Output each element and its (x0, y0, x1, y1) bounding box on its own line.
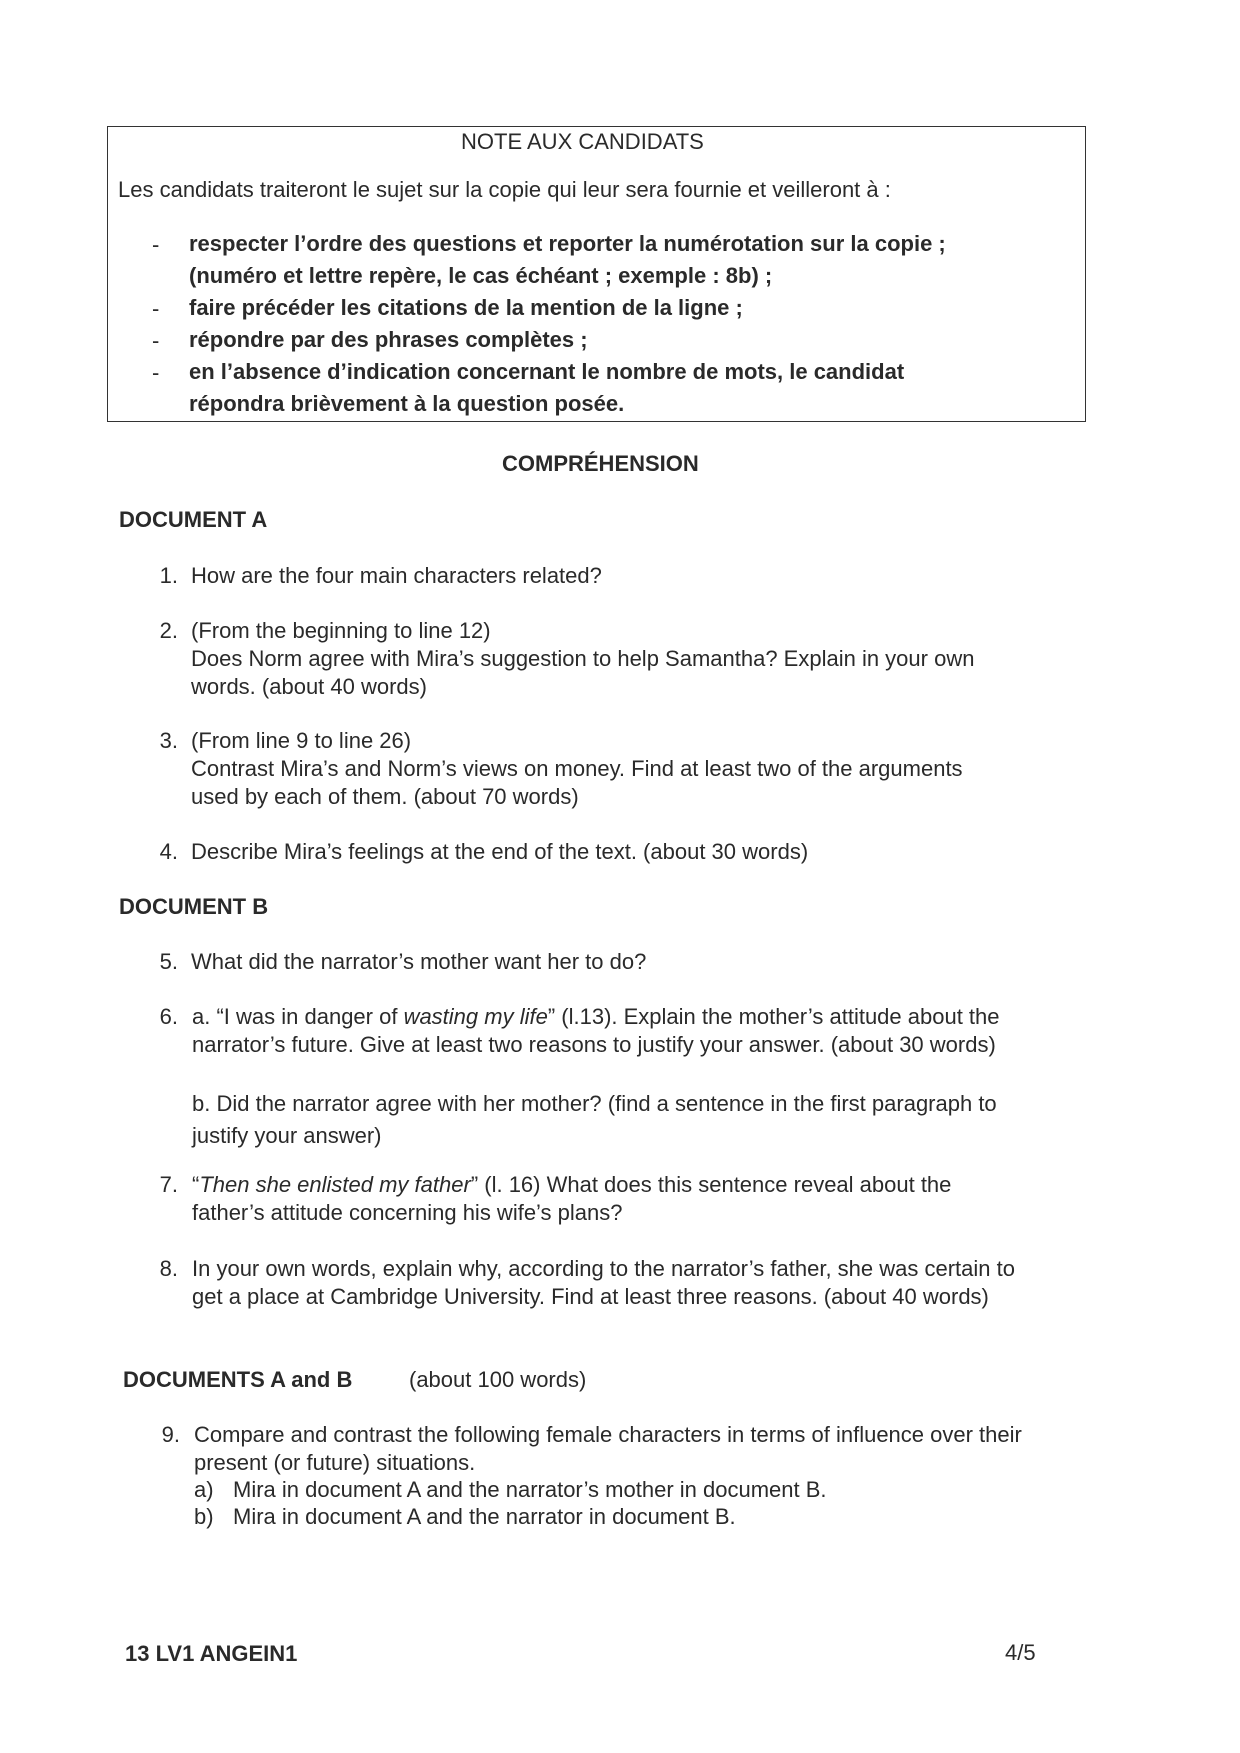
question-8-line-1: In your own words, explain why, according to the narrator’s father, she was certain to (192, 1256, 1015, 1281)
question-3-line-3: used by each of them. (about 70 words) (191, 784, 579, 809)
note-item-1-line-2: (numéro et lettre repère, le cas échéant ; exemple : 8b) ; (189, 263, 773, 288)
doc-b-heading: DOCUMENT B (119, 894, 269, 919)
question-number: 2. (159, 618, 178, 643)
note-item-3: répondre par des phrases complètes ; (189, 327, 588, 352)
question-9b-text: Mira in document A and the narrator in document B. (233, 1504, 736, 1529)
bullet-dash: - (152, 360, 160, 385)
question-number: 7. (159, 1172, 178, 1197)
doc-a-heading: DOCUMENT A (119, 507, 268, 532)
question-number: 4. (159, 839, 178, 864)
question-7-line-2: father’s attitude concerning his wife’s plans? (192, 1200, 623, 1225)
note-item-2: faire précéder les citations de la mention de la ligne ; (189, 295, 743, 320)
question-number: 1. (159, 563, 178, 588)
question-1-text: How are the four main characters related? (191, 563, 602, 588)
note-item-4-line-1: en l’absence d’indication concernant le nombre de mots, le candidat (189, 359, 905, 384)
question-6a-line-1: a. “I was in danger of wasting my life” (l.13). Explain the mother’s attitude about the (192, 1004, 1000, 1029)
question-4-text: Describe Mira’s feelings at the end of the text. (about 30 words) (191, 839, 809, 864)
note-item-4-line-2: répondra brièvement à la question posée. (189, 391, 625, 416)
question-6a-line-2: narrator’s future. Give at least two reasons to justify your answer. (about 30 words) (192, 1032, 996, 1057)
question-number: 5. (159, 949, 178, 974)
question-number: 9. (161, 1422, 180, 1447)
question-3-line-1: (From line 9 to line 26) (191, 728, 412, 753)
question-number: 3. (159, 728, 178, 753)
doc-ab-heading: DOCUMENTS A and B (123, 1367, 353, 1392)
question-number: 8. (159, 1256, 178, 1281)
note-title: NOTE AUX CANDIDATS (461, 129, 704, 154)
bullet-dash: - (152, 296, 160, 321)
question-3-line-2: Contrast Mira’s and Norm’s views on money. Find at least two of the arguments (191, 756, 963, 781)
bullet-dash: - (152, 328, 160, 353)
doc-ab-word-count: (about 100 words) (409, 1367, 587, 1392)
question-9a-text: Mira in document A and the narrator’s mother in document B. (233, 1477, 827, 1502)
question-5-text: What did the narrator’s mother want her to do? (191, 949, 647, 974)
question-9a-label: a) (194, 1477, 214, 1502)
note-item-1-line-1: respecter l’ordre des questions et reporter la numérotation sur la copie ; (189, 231, 946, 256)
question-6b-line-1: b. Did the narrator agree with her mother? (find a sentence in the first paragraph to (192, 1091, 997, 1116)
section-title: COMPRÉHENSION (502, 451, 699, 476)
question-7-line-1: “Then she enlisted my father” (l. 16) What does this sentence reveal about the (192, 1172, 952, 1197)
note-intro: Les candidats traiteront le sujet sur la copie qui leur sera fournie et veilleront à : (118, 177, 891, 202)
question-2-line-2: Does Norm agree with Mira’s suggestion to help Samantha? Explain in your own (191, 646, 975, 671)
page-number: 4/5 (1005, 1640, 1036, 1665)
question-6b-line-2: justify your answer) (192, 1123, 382, 1148)
bullet-dash: - (152, 232, 160, 257)
question-9-line-1: Compare and contrast the following female characters in terms of influence over their (194, 1422, 1022, 1447)
footer-code: 13 LV1 ANGEIN1 (125, 1641, 298, 1666)
question-2-line-3: words. (about 40 words) (191, 674, 427, 699)
question-9b-label: b) (194, 1504, 214, 1529)
question-8-line-2: get a place at Cambridge University. Find at least three reasons. (about 40 words) (192, 1284, 989, 1309)
question-number: 6. (159, 1004, 178, 1029)
question-2-line-1: (From the beginning to line 12) (191, 618, 491, 643)
question-9-line-2: present (or future) situations. (194, 1450, 476, 1475)
